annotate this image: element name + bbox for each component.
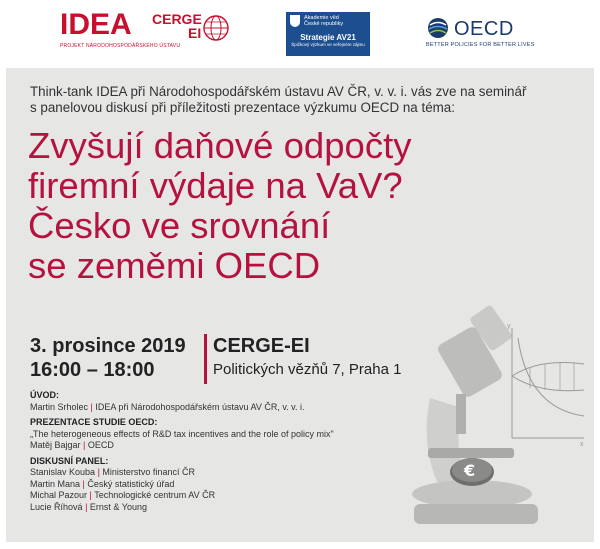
- intro-heading: ÚVOD:: [30, 390, 59, 400]
- study-speaker: [30, 440, 410, 452]
- globe-icon: [202, 14, 230, 42]
- venue-address: Politických vězňů 7, Praha 1: [213, 361, 402, 378]
- panelist-org: Ministerstvo financí ČR: [102, 467, 195, 477]
- invitation-line-1: Think-tank IDEA při Národohospodářském ústavu AV ČR, v. v. i. vás zve na seminář: [30, 84, 527, 99]
- panelist-name: Lucie Říhová: [30, 501, 83, 512]
- oecd-logo-text: OECD: [454, 18, 514, 40]
- graph-y-label: y: [507, 323, 511, 330]
- oecd-globe-icon: [426, 16, 450, 40]
- microscope-icon: [412, 304, 538, 524]
- strategy-tagline: Špičkový výzkum ve veřejném zájmu: [291, 42, 365, 47]
- separator: |: [83, 440, 86, 450]
- event-time: 16:00 – 18:00: [30, 359, 155, 381]
- event-date: 3. prosince 2019: [30, 335, 186, 357]
- microscope-illustration: [400, 298, 590, 542]
- seminar-title: [28, 126, 588, 286]
- panelist-name: Stanislav Kouba: [30, 467, 96, 477]
- academy-name-line-2: České republiky: [304, 21, 344, 27]
- ei-logo-text: EI: [188, 25, 202, 41]
- oecd-logo[interactable]: [426, 18, 566, 54]
- oecd-tagline: BETTER POLICIES FOR BETTER LIVES: [426, 42, 535, 48]
- academy-name-line-1: Akademie věd: [304, 15, 339, 21]
- idea-logo-subtitle: PROJEKT NÁRODOHOSPODÁŘSKÉHO ÚSTAVU: [60, 43, 181, 49]
- venue-name: CERGE-EI: [213, 335, 310, 357]
- cerge-logo-text: CERGE: [152, 11, 202, 27]
- panelist: [30, 479, 410, 491]
- speaker-org: IDEA při Národohospodářském ústavu AV ČR, v. v. i.: [95, 401, 305, 412]
- invitation-line-2: s panelovou diskusí při příležitosti prezentace výzkumu OECD na téma:: [30, 100, 455, 115]
- speaker-name: Matěj Bajgar: [30, 440, 81, 450]
- strategy-name: Strategie AV21: [300, 33, 356, 42]
- euro-coin-icon: [450, 458, 494, 486]
- panelist: [30, 467, 410, 479]
- panel-heading: DISKUSNÍ PANEL:: [30, 455, 109, 466]
- panelist-org: Ernst & Young: [89, 501, 147, 512]
- logo-header: [0, 0, 600, 68]
- separator: |: [89, 490, 92, 500]
- idea-logo-text: IDEA: [60, 8, 132, 41]
- panelist-name: Michal Pazour: [30, 490, 88, 500]
- study-title: „The heterogeneous effects of R&D tax incentives and the role of policy mix": [30, 428, 334, 439]
- separator: |: [90, 401, 93, 412]
- title-line: se zeměmi OECD: [28, 245, 321, 286]
- academy-shield-icon: [290, 15, 300, 27]
- graph-x-label: x: [580, 441, 584, 448]
- invitation-panel: [6, 68, 594, 542]
- graph-icon: [507, 323, 584, 448]
- panelist-name: Martin Mana: [30, 478, 81, 489]
- panelist-org: Český statistický úřad: [87, 478, 175, 489]
- study-heading: PREZENTACE STUDIE OECD:: [30, 417, 158, 427]
- euro-symbol: €: [464, 461, 476, 480]
- event-date-time: [30, 334, 210, 382]
- separator: |: [82, 478, 85, 489]
- title-line: Česko ve srovnání: [28, 205, 331, 246]
- panelist: [30, 490, 410, 502]
- separator: |: [85, 501, 88, 512]
- intro-speaker: [30, 402, 410, 414]
- invitation-text: [30, 84, 586, 116]
- separator: |: [97, 467, 100, 477]
- panelist-org: Technologické centrum AV ČR: [94, 490, 216, 500]
- idea-cerge-ei-logo[interactable]: [60, 10, 230, 60]
- title-line: Zvyšují daňové odpočty: [28, 125, 412, 166]
- speaker-name: Martin Srholec: [30, 401, 89, 412]
- speaker-org: OECD: [87, 440, 114, 450]
- date-venue-divider: [204, 334, 207, 384]
- strategie-av21-logo[interactable]: [286, 12, 370, 56]
- title-line: firemní výdaje na VaV?: [28, 165, 403, 206]
- panelist: [30, 502, 410, 514]
- program: [30, 390, 410, 513]
